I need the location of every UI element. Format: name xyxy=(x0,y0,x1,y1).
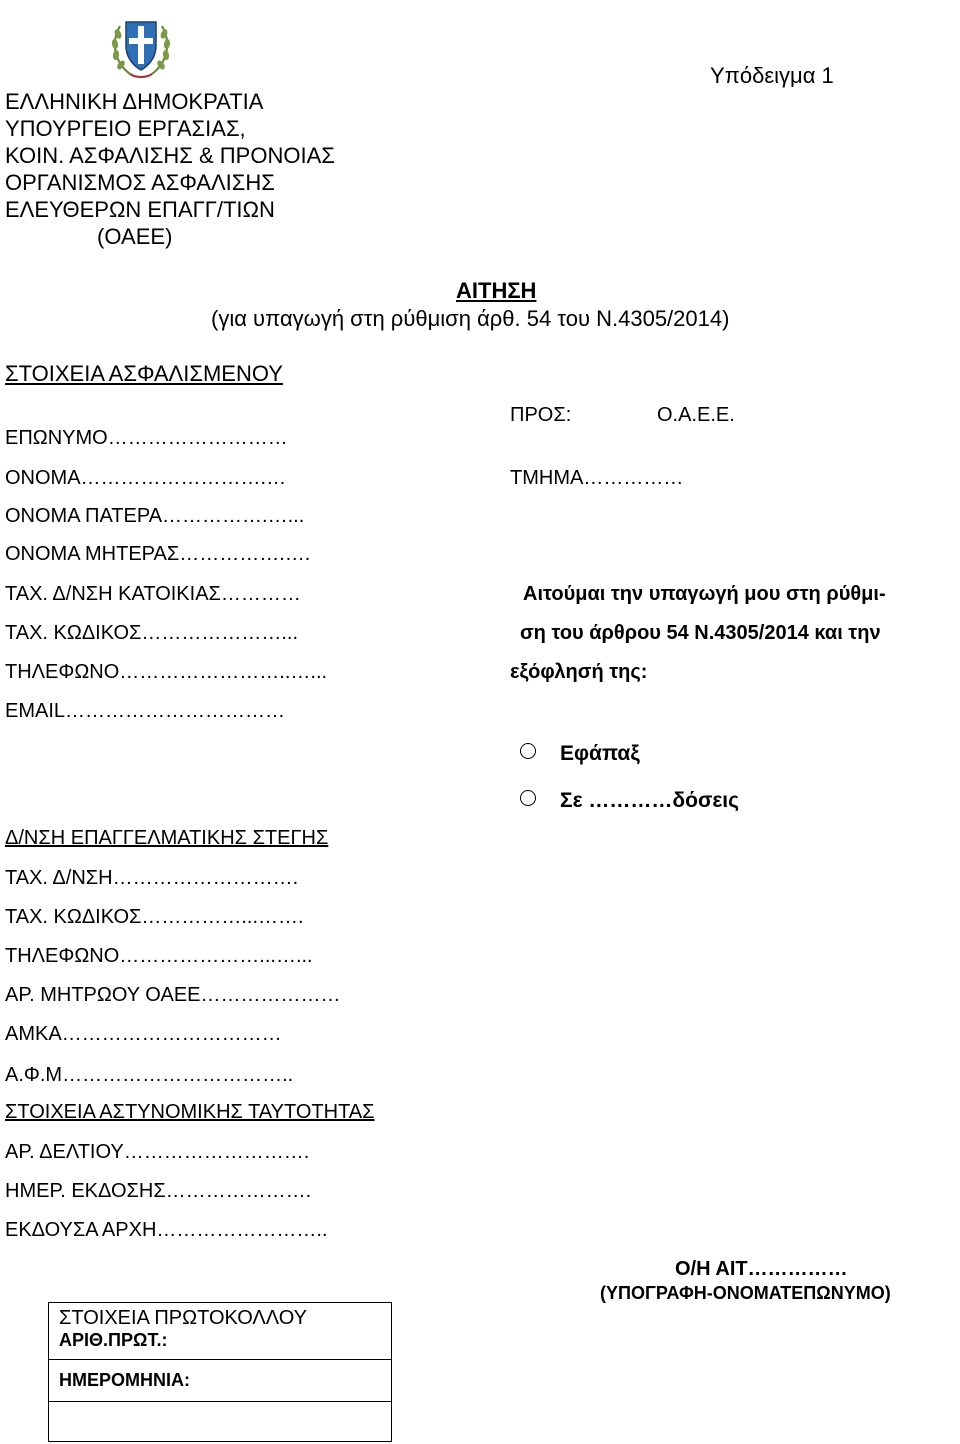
protocol-divider xyxy=(49,1359,391,1360)
organization-header xyxy=(5,88,335,250)
afm-field: Α.Φ.Μ…………………………….. xyxy=(5,1064,294,1086)
protocol-date-label: ΗΜΕΡΟΜΗΝΙΑ: xyxy=(59,1370,190,1390)
signature-caption: (ΥΠΟΓΡΑΦΗ-ΟΝΟΜΑΤΕΠΩΝΥΜΟ) xyxy=(600,1283,891,1303)
org-line: ΥΠΟΥΡΓΕΙΟ ΕΡΓΑΣΙΑΣ, xyxy=(5,116,246,141)
document-title: ΑΙΤΗΣΗ xyxy=(456,278,537,303)
police-id-section-title: ΣΤΟΙΧΕΙΑ ΑΣΤΥΝΟΜΙΚΗΣ ΤΑΥΤΟΤΗΤΑΣ xyxy=(5,1101,375,1123)
amka-field: ΑΜΚΑ…………………………… xyxy=(5,1023,282,1045)
department-field: ΤΜΗΜΑ…………… xyxy=(510,467,684,489)
to-label: ΠΡΟΣ: xyxy=(510,404,572,426)
greek-coat-of-arms-icon xyxy=(110,12,172,82)
surname-field: ΕΠΩΝΥΜΟ……………………… xyxy=(5,427,288,449)
registry-number-field: ΑΡ. ΜΗΤΡΩΟΥ ΟΑΕΕ………………… xyxy=(5,984,341,1006)
option-label: Εφάπαξ xyxy=(560,742,640,765)
document-subtitle: (για υπαγωγή στη ρύθμιση άρθ. 54 του Ν.4305/2014) xyxy=(211,306,730,331)
issue-date-field: ΗΜΕΡ. ΕΚΔΟΣΗΣ…………………. xyxy=(5,1180,312,1202)
phone-field: ΤΗΛΕΦΩΝΟ……………………..…... xyxy=(5,661,328,683)
sample-label: Υπόδειγμα 1 xyxy=(710,63,834,88)
option-lump-sum[interactable] xyxy=(520,741,640,767)
business-address-field: ΤΑΧ. Δ/ΝΣΗ………………………. xyxy=(5,867,299,889)
postal-code-field: ΤΑΧ. ΚΩΔΙΚΟΣ…………………... xyxy=(5,622,299,644)
father-name-field: ΟΝΟΜΑ ΠΑΤΕΡΑ…………….…... xyxy=(5,505,305,527)
business-phone-field: ΤΗΛΕΦΩΝΟ…………………...…... xyxy=(5,945,313,967)
protocol-title: ΣΤΟΙΧΕΙΑ ΠΡΩΤΟΚΟΛΛΟΥ xyxy=(59,1307,307,1329)
radio-circle-icon[interactable] xyxy=(520,743,536,759)
org-line: (ΟΑΕΕ) xyxy=(97,224,173,249)
issuing-authority-field: ΕΚΔΟΥΣΑ ΑΡΧΗ…………………….. xyxy=(5,1219,328,1241)
to-value: Ο.Α.Ε.Ε. xyxy=(657,404,735,426)
org-line: ΕΛΛΗΝΙΚΗ ΔΗΜΟΚΡΑΤΙΑ xyxy=(5,89,264,114)
request-line: εξόφλησή της: xyxy=(510,661,648,683)
business-section-title: Δ/ΝΣΗ ΕΠΑΓΓΕΛΜΑΤΙΚΗΣ ΣΤΕΓΗΣ xyxy=(5,827,329,849)
option-label: Σε …………δόσεις xyxy=(560,789,740,812)
radio-circle-icon[interactable] xyxy=(520,790,536,806)
home-address-field: ΤΑΧ. Δ/ΝΣΗ ΚΑΤΟΙΚΙΑΣ………… xyxy=(5,583,301,605)
protocol-number-label: ΑΡΙΘ.ΠΡΩΤ.: xyxy=(59,1330,168,1350)
org-line: ΕΛΕΥΘΕΡΩΝ ΕΠΑΓΓ/ΤΙΩΝ xyxy=(5,197,275,222)
request-line: ση του άρθρου 54 Ν.4305/2014 και την xyxy=(520,622,881,644)
business-postal-code-field: ΤΑΧ. ΚΩΔΙΚΟΣ……………...……. xyxy=(5,906,304,928)
option-installments[interactable] xyxy=(520,788,739,814)
email-field: EMAIL…………………………… xyxy=(5,700,286,722)
applicant-label: Ο/Η ΑΙΤ…………… xyxy=(675,1258,848,1280)
mother-name-field: ΟΝΟΜΑ ΜΗΤΕΡΑΣ…………….…. xyxy=(5,543,311,565)
id-number-field: ΑΡ. ΔΕΛΤΙΟΥ………………………. xyxy=(5,1141,310,1163)
org-line: ΚΟΙΝ. ΑΣΦΑΛΙΣΗΣ & ΠΡΟΝΟΙΑΣ xyxy=(5,143,335,168)
first-name-field: ΟΝΟΜΑ……………………….… xyxy=(5,467,287,489)
request-line: Αιτούμαι την υπαγωγή μου στη ρύθμι- xyxy=(523,583,886,605)
protocol-divider xyxy=(49,1401,391,1402)
org-line: ΟΡΓΑΝΙΣΜΟΣ ΑΣΦΑΛΙΣΗΣ xyxy=(5,170,275,195)
protocol-box xyxy=(48,1302,392,1442)
insured-section-title: ΣΤΟΙΧΕΙΑ ΑΣΦΑΛΙΣΜΕΝΟΥ xyxy=(5,361,283,386)
